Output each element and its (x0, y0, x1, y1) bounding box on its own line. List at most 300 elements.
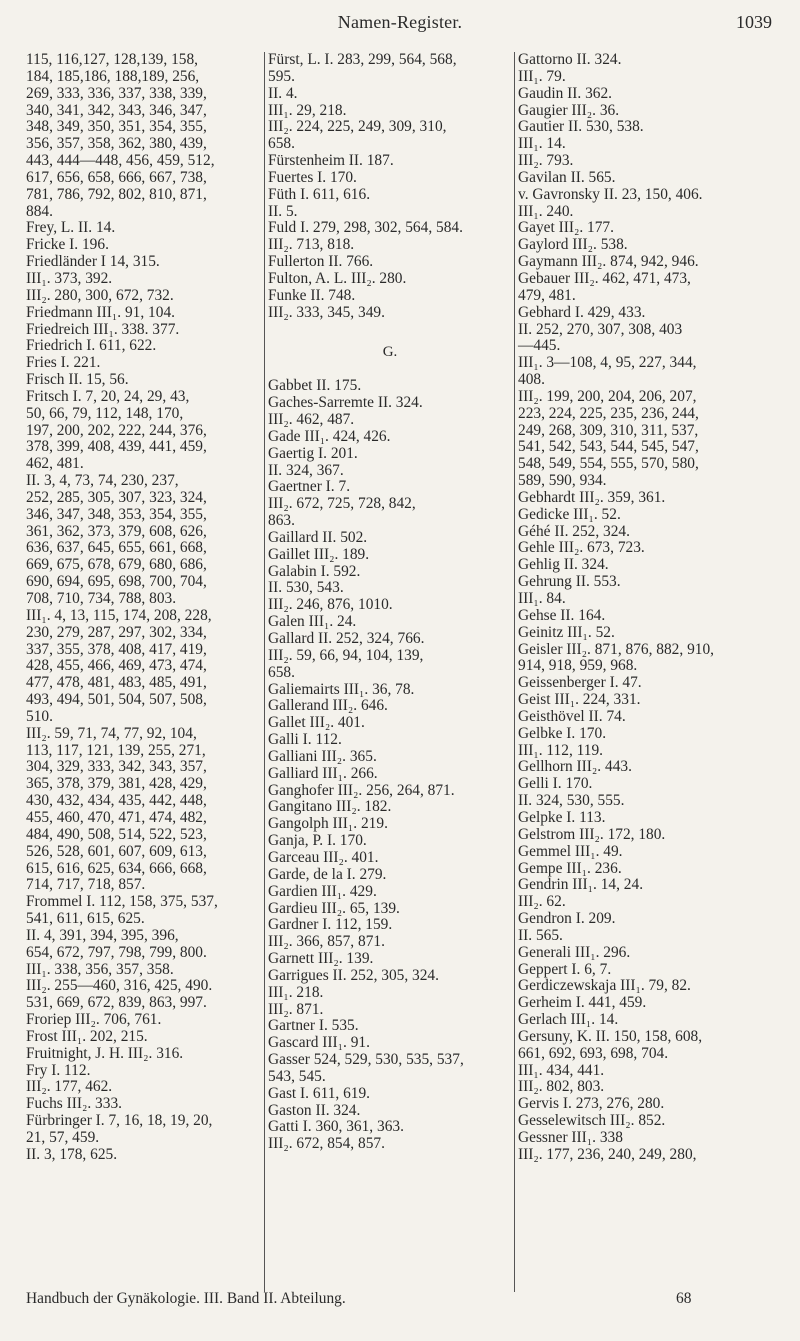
index-entry (518, 692, 782, 709)
index-entry-line: II. 530, 543. (268, 579, 344, 597)
index-entry-line: Gaertner I. 7. (268, 478, 351, 496)
index-entry-line: III₂. 177, 462. (26, 1078, 113, 1096)
index-column-2 (268, 52, 512, 1153)
index-entry (518, 877, 782, 911)
index-entry-line: Gardieu III₂. 65, 139. (268, 899, 400, 917)
index-entry-line: 617, 656, 658, 666, 667, 738, (26, 168, 207, 186)
index-entry-line: Gellhorn III₂. 443. (518, 758, 632, 776)
index-entry-line: III₁. 373, 392. (26, 269, 113, 287)
index-entry (268, 288, 512, 322)
index-entry (518, 608, 782, 625)
index-entry-line: Gardien III₁. 429. (268, 882, 377, 900)
index-entry-line: Geisler III₂. 871, 876, 882, 910, (518, 640, 715, 658)
index-entry-line: III₂. 199, 200, 204, 206, 207, (518, 387, 697, 405)
index-entry-line: III₁. 3—108, 4, 95, 227, 344, (518, 354, 697, 372)
index-entry-line: 548, 549, 554, 555, 570, 580, (518, 455, 699, 473)
index-entry-line: Gebauer III₂. 462, 471, 473, (518, 269, 691, 287)
index-entry-line: Gabbet II. 175. (268, 377, 362, 395)
index-entry (518, 844, 782, 861)
index-entry-line: 589, 590, 934. (518, 472, 607, 490)
index-entry-line: 455, 460, 470, 471, 474, 482, (26, 808, 207, 826)
index-entry (268, 614, 512, 631)
index-entry (518, 759, 782, 776)
index-entry-line: 361, 362, 373, 379, 608, 626, (26, 522, 207, 540)
index-entry-line: 462, 481. (26, 455, 84, 473)
index-entry-line: III₁. 79. (518, 67, 566, 85)
index-entry-line: Gervis I. 273, 276, 280. (518, 1095, 665, 1113)
index-entry (268, 732, 512, 749)
index-entry (268, 715, 512, 732)
page-header (0, 8, 800, 38)
index-entry-line: Garde, de la I. 279. (268, 865, 387, 883)
index-entry (518, 962, 782, 979)
index-entry (268, 429, 512, 446)
index-entry-line: Fries I. 221. (26, 354, 101, 372)
index-entry-line: III₂. 255—460, 316, 425, 490. (26, 977, 213, 995)
index-entry-line: 348, 349, 350, 351, 354, 355, (26, 118, 207, 136)
index-entry-line: 378, 399, 408, 439, 441, 459, (26, 438, 207, 456)
index-entry-line: 249, 268, 309, 310, 311, 537, (518, 421, 699, 439)
index-entry-line: Gascard III₁. 91. (268, 1034, 370, 1052)
index-entry (518, 170, 782, 187)
index-entry-line: Galli I. 112. (268, 731, 342, 749)
column-divider (514, 52, 515, 1292)
index-entry-line: Gelli I. 170. (518, 775, 593, 793)
index-entry-line: Gade III₁. 424, 426. (268, 427, 391, 445)
index-entry-line: Gartner I. 535. (268, 1017, 359, 1035)
index-entry-line: II. 324, 367. (268, 461, 344, 479)
index-entry-line: Gebhardt III₂. 359, 361. (518, 488, 666, 506)
index-entry (268, 783, 512, 800)
index-entry (268, 378, 512, 395)
index-entry-line: Fuertes I. 170. (268, 168, 357, 186)
index-entry-line: 21, 57, 459. (26, 1129, 100, 1146)
index-entry (518, 995, 782, 1012)
index-entry-line: III₂. 59, 66, 94, 104, 139, (268, 646, 424, 664)
index-entry (268, 901, 512, 918)
index-entry (268, 547, 512, 564)
index-entry-line: III₂. 246, 876, 1010. (268, 596, 393, 614)
index-entry-line: Frommel I. 112, 158, 375, 537, (26, 893, 218, 911)
index-entry-line: Gerheim I. 441, 459. (518, 994, 647, 1012)
index-entry (518, 254, 782, 271)
index-entry (26, 1029, 262, 1046)
index-entry-line: Frisch II. 15, 56. (26, 371, 129, 389)
index-entry-line: III₂. 793. (518, 152, 574, 170)
index-entry-line: III₁. 218. (268, 983, 324, 1001)
index-entry-line: v. Gavronsky II. 23, 150, 406. (518, 185, 703, 203)
index-entry-line: 252, 285, 305, 307, 323, 324, (26, 488, 207, 506)
index-entry (26, 389, 262, 894)
index-entry (518, 709, 782, 726)
index-entry-line: Fry I. 112. (26, 1061, 91, 1079)
index-entry (268, 682, 512, 699)
index-entry (518, 103, 782, 120)
index-entry-line: 661, 692, 693, 698, 704. (518, 1044, 669, 1062)
index-entry-line: Fritsch I. 7, 20, 24, 29, 43, (26, 387, 190, 405)
index-entry (268, 799, 512, 816)
index-entry-line: Gattorno II. 324. (518, 51, 622, 68)
index-entry-line: Gaches-Sarremte II. 324. (268, 394, 423, 412)
index-entry-line: Galiemairts III₁. 36, 78. (268, 680, 415, 698)
index-entry-line: 197, 200, 202, 222, 244, 376, (26, 421, 207, 439)
index-entry-line: Frost III₁. 202, 215. (26, 1027, 148, 1045)
index-entry-line: Gemmel III₁. 49. (518, 842, 623, 860)
index-entry (268, 749, 512, 766)
index-entry (26, 254, 262, 305)
index-entry (518, 827, 782, 844)
index-entry-line: Friedmann III₁. 91, 104. (26, 303, 175, 321)
index-entry-line: Gaymann III₂. 874, 942, 946. (518, 253, 699, 271)
index-entry (26, 1113, 262, 1164)
running-head: Namen-Register. (337, 12, 463, 32)
index-entry-line: 884. (26, 202, 53, 220)
index-entry-line: III₁. 112, 119. (518, 741, 604, 759)
index-entry (518, 978, 782, 995)
index-entry-line: Frey, L. II. 14. (26, 219, 116, 237)
index-entry-line: Fullerton II. 766. (268, 253, 374, 271)
signature-mark: 68 (676, 1290, 692, 1307)
index-entry-line: 50, 66, 79, 112, 148, 170, (26, 404, 184, 422)
index-entry-line: Gaertig I. 201. (268, 444, 358, 462)
page-footer (26, 1290, 786, 1314)
index-entry-line: —445. (518, 337, 561, 355)
index-entry (268, 170, 512, 187)
index-entry-line: Gersuny, K. II. 150, 158, 608, (518, 1027, 703, 1045)
index-entry-line: 430, 432, 434, 435, 442, 448, (26, 792, 207, 810)
index-entry (26, 52, 262, 220)
index-entry-line: Friedreich III₁. 338. 377. (26, 320, 180, 338)
index-entry-line: Gautier II. 530, 538. (518, 118, 644, 136)
index-entry (518, 911, 782, 945)
index-entry (518, 187, 782, 221)
index-entry-line: Geppert I. 6, 7. (518, 960, 612, 978)
index-entry (268, 917, 512, 951)
index-entry-line: II. 565. (518, 926, 563, 944)
footer-title: Handbuch der Gynäkologie. III. Band II. Abteilung. (26, 1290, 346, 1307)
index-entry-line: Gaillet III₂. 189. (268, 545, 370, 563)
index-entry (518, 220, 782, 237)
index-entry-line: 526, 528, 601, 607, 609, 613, (26, 842, 207, 860)
index-entry-line: Galliard III₁. 266. (268, 764, 378, 782)
index-entry-line: Fulton, A. L. III₂. 280. (268, 269, 407, 287)
index-entry-line: Fuld I. 279, 298, 302, 564, 584. (268, 219, 463, 237)
index-entry-line: Froriep III₂. 706, 761. (26, 1011, 162, 1029)
index-entry-line: Gatti I. 360, 361, 363. (268, 1118, 404, 1136)
index-entry-line: Garrigues II. 252, 305, 324. (268, 966, 439, 984)
index-entry (518, 1029, 782, 1096)
index-entry (268, 271, 512, 288)
index-entry-line: Fuchs III₂. 333. (26, 1095, 122, 1113)
index-entry-line: III₁. 84. (518, 590, 566, 607)
index-entry-line: 654, 672, 797, 798, 799, 800. (26, 943, 207, 961)
index-entry-line: Gangolph III₁. 219. (268, 815, 388, 833)
index-entry-line: Fricke I. 196. (26, 236, 109, 254)
index-entry (518, 119, 782, 170)
index-entry-line: II. 252, 270, 307, 308, 403 (518, 320, 683, 338)
index-entry (268, 1035, 512, 1052)
index-entry-line: 115, 116,127, 128,139, 158, (26, 51, 199, 68)
index-entry (518, 726, 782, 760)
index-entry (518, 776, 782, 810)
index-entry-line: 714, 717, 718, 857. (26, 876, 146, 894)
index-entry (518, 52, 782, 86)
index-entry-line: Gallet III₂. 401. (268, 714, 365, 732)
column-divider (264, 52, 265, 1292)
index-entry-line: III₂. 713, 818. (268, 236, 355, 254)
index-entry (518, 507, 782, 524)
index-entry-line: II. 4. (268, 84, 298, 102)
index-entry (26, 338, 262, 355)
index-entry-line: Gaston II. 324. (268, 1101, 361, 1119)
index-entry-line: Gessner III₁. 338 (518, 1129, 623, 1146)
index-entry-line: 781, 786, 792, 802, 810, 871, (26, 185, 207, 203)
index-entry-line: Generali III₁. 296. (518, 943, 631, 961)
index-entry (268, 631, 512, 682)
index-entry-line: Gelbke I. 170. (518, 724, 607, 742)
index-entry-line: Gedicke III₁. 52. (518, 505, 621, 523)
index-entry (26, 894, 262, 1012)
index-entry-line: 477, 478, 481, 483, 485, 491, (26, 674, 207, 692)
index-entry (26, 237, 262, 254)
index-entry-line: Gaillard II. 502. (268, 528, 368, 546)
index-entry (518, 271, 782, 305)
index-entry-line: Gallerand III₂. 646. (268, 697, 388, 715)
index-entry (518, 675, 782, 692)
index-entry-line: III₁. 338, 356, 357, 358. (26, 960, 174, 978)
index-entry (268, 1119, 512, 1153)
index-entry-line: Gempe III₁. 236. (518, 859, 622, 877)
index-entry-line: Gerdiczewskaja III₁. 79, 82. (518, 977, 691, 995)
index-entry (518, 540, 782, 557)
index-entry-line: 669, 675, 678, 679, 680, 686, (26, 556, 207, 574)
index-entry-line: Géhé II. 252, 324. (518, 522, 630, 540)
index-entry (26, 1046, 262, 1063)
index-entry-line: Galen III₁. 24. (268, 613, 357, 631)
index-entry (268, 220, 512, 254)
index-entry-line: Gelstrom III₂. 172, 180. (518, 825, 666, 843)
index-entry (518, 305, 782, 490)
index-entry (268, 698, 512, 715)
index-entry-line: Gardner I. 112, 159. (268, 916, 393, 934)
index-entry-line: 304, 329, 333, 342, 343, 357, (26, 758, 207, 776)
index-entry-line: Gavilan II. 565. (518, 168, 616, 186)
index-entry (268, 766, 512, 783)
index-entry (268, 530, 512, 547)
index-entry-line: Geist III₁. 224, 331. (518, 691, 641, 709)
index-entry-line: 269, 333, 336, 337, 338, 339, (26, 84, 207, 102)
index-entry (268, 564, 512, 615)
index-column-3 (518, 52, 782, 1164)
index-entry-line: Gaugier III₂. 36. (518, 101, 620, 119)
index-entry-line: III₂. 672, 854, 857. (268, 1135, 385, 1153)
index-entry (268, 1103, 512, 1120)
index-entry-line: 428, 455, 466, 469, 473, 474, (26, 657, 207, 675)
index-entry-line: 531, 669, 672, 839, 863, 997. (26, 994, 207, 1012)
index-entry-line: Garceau III₂. 401. (268, 848, 379, 866)
index-entry (518, 945, 782, 962)
index-entry-line: Geisthövel II. 74. (518, 707, 626, 725)
index-entry-line: Gasser 524, 529, 530, 535, 537, (268, 1051, 464, 1069)
index-entry-line: Gesselewitsch III₂. 852. (518, 1112, 666, 1130)
index-entry (268, 187, 512, 221)
index-entry-line: Ganghofer III₂. 256, 264, 871. (268, 781, 455, 799)
index-entry-line: Fürstenheim II. 187. (268, 152, 394, 170)
index-entry-line: 658. (268, 663, 295, 681)
index-entry-line: Gaylord III₂. 538. (518, 236, 628, 254)
index-entry-line: Friedländer I 14, 315. (26, 253, 160, 271)
index-entry-line: 493, 494, 501, 504, 507, 508, (26, 691, 207, 709)
page-number: 1039 (736, 12, 772, 32)
index-entry-line: 408. (518, 371, 545, 389)
index-entry-line: Gendron I. 209. (518, 910, 616, 928)
index-entry-line: 863. (268, 512, 295, 530)
index-entry-line: 914, 918, 959, 968. (518, 657, 638, 675)
index-entry (268, 833, 512, 850)
index-entry (26, 1096, 262, 1113)
index-entry (518, 625, 782, 642)
index-entry (518, 1113, 782, 1130)
index-entry-line: 708, 710, 734, 788, 803. (26, 590, 177, 607)
index-entry-line: II. 3, 178, 625. (26, 1145, 118, 1163)
index-entry (518, 1012, 782, 1029)
index-entry-line: Gallard II. 252, 324, 766. (268, 630, 425, 647)
index-entry (268, 1018, 512, 1035)
index-entry (518, 237, 782, 254)
index-entry (26, 355, 262, 372)
index-entry-line: 510. (26, 707, 53, 725)
index-entry-line: Fürst, L. I. 283, 299, 564, 568, (268, 51, 457, 68)
index-entry-line: III₂. 802, 803. (518, 1078, 605, 1096)
index-entry-line: 223, 224, 225, 235, 236, 244, (518, 404, 699, 422)
index-entry-line: III₂. 177, 236, 240, 249, 280, (518, 1145, 697, 1163)
index-entry-line: Garnett III₂. 139. (268, 950, 374, 968)
index-entry-line: Geissenberger I. 47. (518, 674, 642, 692)
index-entry-line: II. 324, 530, 555. (518, 792, 625, 810)
index-entry (268, 254, 512, 271)
index-entry (268, 816, 512, 833)
index-entry-line: Geinitz III₁. 52. (518, 623, 615, 641)
index-entry (518, 574, 782, 608)
index-entry-line: 484, 490, 508, 514, 522, 523, (26, 825, 207, 843)
index-entry-line: Ganja, P. I. 170. (268, 832, 367, 850)
index-entry-line: Gast I. 611, 619. (268, 1084, 371, 1102)
index-entry-line: Galliani III₂. 365. (268, 747, 377, 765)
index-entry-line: 337, 355, 378, 408, 417, 419, (26, 640, 207, 658)
index-entry-line: Gehle III₂. 673, 723. (518, 539, 645, 557)
index-entry (26, 305, 262, 322)
index-entry-line: Fruitnight, J. H. III₂. 316. (26, 1044, 184, 1062)
index-entry (518, 490, 782, 507)
index-entry-line: Galabin I. 592. (268, 562, 361, 580)
index-entry-line: Gayet III₂. 177. (518, 219, 614, 237)
index-entry-line: III₁. 14. (518, 135, 566, 153)
index-entry-line: 230, 279, 287, 297, 302, 334, (26, 623, 207, 641)
index-entry-line: Füth I. 611, 616. (268, 185, 371, 203)
index-entry-line: III₂. 462, 487. (268, 411, 355, 429)
index-entry-line: 356, 357, 358, 362, 380, 439, (26, 135, 207, 153)
index-entry-line: 365, 378, 379, 381, 428, 429, (26, 775, 207, 793)
index-entry (26, 1012, 262, 1029)
index-entry-line: 443, 444—448, 456, 459, 512, (26, 152, 215, 170)
index-entry-line: III₁. 4, 13, 115, 174, 208, 228, (26, 606, 212, 624)
index-entry-line: 541, 611, 615, 625. (26, 910, 145, 928)
index-entry (518, 810, 782, 827)
index-entry (268, 951, 512, 968)
index-entry (26, 220, 262, 237)
index-entry-line: Gerlach III₁. 14. (518, 1011, 619, 1029)
index-entry (268, 446, 512, 480)
index-entry (26, 1063, 262, 1097)
index-entry-line: III₁. 29, 218. (268, 101, 347, 119)
index-entry-line: Funke II. 748. (268, 286, 356, 304)
index-entry-line: Friedrich I. 611, 622. (26, 337, 157, 355)
index-entry (518, 557, 782, 574)
index-entry (518, 1096, 782, 1113)
index-entry-line: III₁. 240. (518, 202, 574, 220)
index-entry-line: 615, 616, 625, 634, 666, 668, (26, 859, 207, 877)
index-entry-line: Gehrung II. 553. (518, 573, 621, 591)
index-entry-line: 690, 694, 695, 698, 700, 704, (26, 573, 207, 591)
index-entry (26, 322, 262, 339)
index-entry-line: III₂. 62. (518, 893, 566, 911)
index-entry-line: 346, 347, 348, 353, 354, 355, (26, 505, 207, 523)
index-entry-line: 113, 117, 121, 139, 255, 271, (26, 741, 206, 759)
index-column-1 (26, 52, 262, 1164)
index-entry-line: 184, 185,186, 188,189, 256, (26, 67, 200, 85)
index-entry-line: Fürbringer I. 7, 16, 18, 19, 20, (26, 1112, 213, 1130)
index-entry-line: 340, 341, 342, 343, 346, 347, (26, 101, 207, 119)
index-entry (518, 1130, 782, 1164)
index-entry-line: 595. (268, 67, 295, 85)
index-entry-line: 479, 481. (518, 286, 576, 304)
index-entry-line: III₂. 333, 345, 349. (268, 303, 385, 321)
index-entry-line: II. 3, 4, 73, 74, 230, 237, (26, 472, 179, 490)
index-entry-line: III₂. 366, 857, 871. (268, 933, 385, 951)
index-entry-line: Gebhard I. 429, 433. (518, 303, 646, 321)
index-entry-line: II. 5. (268, 202, 298, 220)
index-entry-line: III₁. 434, 441. (518, 1061, 605, 1079)
index-entry (268, 850, 512, 867)
index-entry (518, 86, 782, 103)
section-letter: G. (382, 343, 398, 360)
index-entry (518, 524, 782, 541)
index-entry (268, 884, 512, 901)
index-entry-line: 658. (268, 135, 295, 153)
index-entry-line: III₂. 59, 71, 74, 77, 92, 104, (26, 724, 197, 742)
index-entry (268, 395, 512, 429)
index-entry-line: Gehse II. 164. (518, 606, 606, 624)
index-entry-line: Gendrin III₁. 14, 24. (518, 876, 644, 894)
index-entry (268, 1052, 512, 1086)
index-entry-line: Gaudin II. 362. (518, 84, 613, 102)
index-entry-line: 541, 542, 543, 544, 545, 547, (518, 438, 699, 456)
index-entry (26, 372, 262, 389)
index-entry-line: III₂. 871. (268, 1000, 324, 1018)
index-entry (268, 52, 512, 153)
index-entry (268, 153, 512, 170)
index-entry (518, 861, 782, 878)
index-entry (518, 642, 782, 676)
index-entry-line: 636, 637, 645, 655, 661, 668, (26, 539, 207, 557)
index-entry-line: III₂. 224, 225, 249, 309, 310, (268, 118, 447, 136)
index-entry-line: Gangitano III₂. 182. (268, 798, 392, 816)
index-entry-line: III₂. 672, 725, 728, 842, (268, 495, 416, 513)
index-entry (268, 867, 512, 884)
index-entry (268, 479, 512, 530)
index-entry-line: Gehlig II. 324. (518, 556, 609, 574)
index-entry (268, 1086, 512, 1103)
